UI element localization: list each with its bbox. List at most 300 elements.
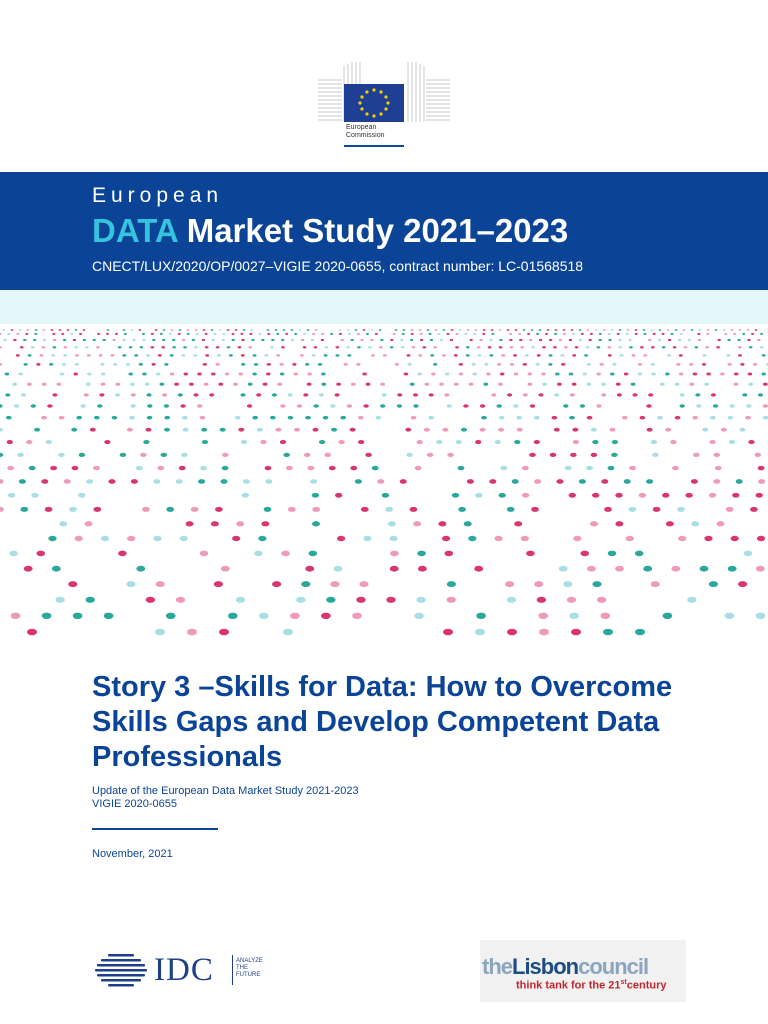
banner-subtitle: CNECT/LUX/2020/OP/0027–VIGIE 2020-0655, contract number: LC-01568518: [92, 258, 584, 274]
pattern-dot: [491, 333, 494, 335]
pattern-dot: [395, 363, 399, 366]
pattern-dot: [538, 613, 548, 619]
pattern-dot: [189, 383, 194, 386]
pattern-dot: [529, 453, 536, 457]
pattern-dot: [130, 404, 135, 408]
pattern-dot: [231, 339, 234, 341]
pattern-dot: [266, 373, 271, 376]
pattern-dot: [303, 393, 308, 396]
pattern-dot: [590, 333, 593, 335]
pattern-dot: [283, 629, 293, 636]
pattern-dot: [84, 393, 89, 396]
pattern-dot: [291, 339, 294, 341]
pattern-dot: [723, 329, 726, 331]
pattern-dot: [115, 393, 120, 396]
pattern-dot: [330, 404, 335, 408]
pattern-dot: [483, 329, 486, 331]
pattern-dot: [34, 428, 40, 432]
pattern-dot: [507, 329, 510, 331]
pattern-dot: [452, 493, 459, 498]
pattern-dot: [134, 354, 138, 357]
pattern-dot: [515, 329, 518, 331]
pattern-dot: [254, 363, 258, 366]
pattern-dot: [677, 507, 685, 512]
pattern-dot: [211, 373, 216, 376]
pattern-dot: [112, 416, 118, 420]
pattern-dot: [236, 597, 245, 603]
pattern-dot: [390, 566, 399, 572]
pattern-dot: [379, 346, 383, 348]
pattern-dot: [355, 329, 358, 331]
pattern-dot: [161, 453, 168, 457]
pattern-dot: [377, 479, 384, 484]
pattern-dot: [729, 440, 735, 444]
pattern-dot: [734, 373, 739, 376]
pattern-dot: [263, 383, 268, 386]
pattern-dot: [592, 581, 601, 587]
pattern-dot: [59, 521, 67, 526]
pattern-dot: [679, 354, 683, 357]
pattern-dot: [549, 339, 552, 341]
pattern-dot: [41, 416, 47, 420]
pattern-dot: [706, 373, 711, 376]
pattern-dot: [486, 373, 491, 376]
pattern-dot: [42, 346, 46, 348]
pattern-dot: [567, 597, 576, 603]
pattern-dot: [350, 466, 357, 470]
pattern-dot: [267, 333, 270, 335]
pattern-dot: [6, 416, 12, 420]
pattern-dot: [281, 339, 284, 341]
pattern-dot: [16, 333, 19, 335]
pattern-dot: [410, 383, 415, 386]
pattern-dot: [43, 329, 46, 331]
pattern-dot: [42, 613, 52, 619]
pattern-dot: [297, 404, 302, 408]
pattern-dot: [158, 354, 162, 357]
pattern-dot: [376, 416, 382, 420]
pattern-dot: [744, 551, 753, 557]
pattern-dot: [678, 339, 681, 341]
pattern-dot: [604, 507, 612, 512]
pattern-dot: [366, 333, 369, 335]
pattern-dot: [18, 373, 23, 376]
pattern-dot: [335, 393, 340, 396]
banner-pretitle: European: [92, 184, 224, 207]
pattern-dot: [755, 453, 762, 457]
pattern-dot: [265, 479, 272, 484]
pattern-dot: [63, 354, 67, 357]
pattern-dot: [538, 393, 543, 396]
pattern-dot: [294, 333, 297, 335]
pattern-dot: [742, 393, 747, 396]
pattern-dot: [755, 329, 758, 331]
pattern-dot: [366, 383, 371, 386]
pattern-dot: [531, 329, 534, 331]
pattern-dot: [136, 566, 145, 572]
pattern-dot: [307, 466, 314, 470]
pattern-dot: [236, 521, 244, 526]
pattern-dot: [725, 613, 735, 619]
pattern-dot: [597, 597, 606, 603]
pattern-dot: [628, 339, 631, 341]
pattern-dot: [615, 521, 623, 526]
pattern-dot: [294, 373, 299, 376]
pattern-dot: [466, 354, 470, 357]
pattern-dot: [122, 354, 126, 357]
pattern-dot: [160, 333, 163, 335]
pattern-dot: [280, 440, 286, 444]
pattern-dot: [333, 566, 342, 572]
pattern-dot: [5, 393, 10, 396]
pattern-dot: [169, 333, 172, 335]
pattern-dot: [179, 329, 182, 331]
pattern-dot: [187, 329, 190, 331]
pattern-dot: [648, 393, 653, 396]
pattern-dot: [39, 354, 43, 357]
pattern-dot: [573, 536, 581, 541]
pattern-dot: [187, 629, 197, 636]
pattern-dot: [592, 440, 598, 444]
idc-wordmark: IDC: [154, 952, 214, 988]
pattern-dot: [738, 354, 742, 357]
pattern-dot: [569, 373, 574, 376]
pattern-dot: [591, 453, 598, 457]
pattern-dot: [34, 333, 37, 335]
pattern-dot: [267, 363, 271, 366]
pattern-dot: [445, 551, 454, 557]
pattern-dot: [292, 363, 296, 366]
pattern-dot: [240, 333, 243, 335]
pattern-dot: [470, 339, 473, 341]
pattern-dot: [275, 329, 278, 331]
pattern-dot: [123, 329, 126, 331]
pattern-dot: [689, 363, 693, 366]
pattern-dot: [180, 536, 188, 541]
pattern-dot: [227, 329, 230, 331]
pattern-dot: [640, 346, 644, 348]
pattern-dot: [300, 354, 304, 357]
pattern-dot: [86, 479, 93, 484]
pattern-dot: [205, 346, 209, 348]
pattern-dot: [433, 346, 437, 348]
pattern-dot: [647, 428, 653, 432]
pattern-dot: [411, 416, 417, 420]
pattern-dot: [225, 373, 230, 376]
pattern-dot: [146, 428, 152, 432]
pattern-dot: [31, 493, 38, 498]
pattern-dot: [259, 613, 269, 619]
pattern-dot: [222, 333, 225, 335]
pattern-dot: [510, 346, 514, 348]
pattern-dot: [195, 329, 198, 331]
pattern-dot: [687, 597, 696, 603]
pattern-dot: [61, 333, 64, 335]
pattern-dot: [424, 383, 429, 386]
pattern-dot: [252, 416, 258, 420]
pattern-dot: [52, 566, 61, 572]
pattern-dot: [216, 346, 220, 348]
pattern-dot: [756, 566, 765, 572]
pattern-dot: [279, 363, 283, 366]
pattern-dot: [393, 333, 396, 335]
pattern-dot: [413, 404, 418, 408]
pattern-dot: [657, 416, 663, 420]
pattern-dot: [433, 363, 437, 366]
pattern-dot: [554, 393, 559, 396]
pattern-dot: [330, 581, 339, 587]
pattern-dot: [459, 373, 464, 376]
pattern-dot: [683, 329, 686, 331]
pattern-dot: [228, 613, 238, 619]
pattern-dot: [758, 466, 765, 470]
pattern-dot: [251, 339, 254, 341]
pattern-dot: [176, 597, 185, 603]
pattern-dot: [79, 333, 82, 335]
pattern-dot: [523, 329, 526, 331]
pattern-dot: [151, 333, 154, 335]
pattern-dot: [753, 363, 757, 366]
banner-title-highlight: DATA: [92, 212, 178, 249]
pattern-dot: [626, 536, 634, 541]
pattern-dot: [380, 339, 383, 341]
pattern-dot: [572, 383, 577, 386]
pattern-dot: [171, 329, 174, 331]
pattern-dot: [356, 363, 360, 366]
pattern-dot: [303, 333, 306, 335]
pattern-dot: [267, 329, 270, 331]
pattern-dot: [163, 329, 166, 331]
pattern-dot: [718, 339, 721, 341]
pattern-dot: [198, 479, 205, 484]
pattern-dot: [310, 479, 317, 484]
pattern-dot: [29, 466, 36, 470]
pattern-dot: [438, 521, 446, 526]
pattern-dot: [586, 346, 590, 348]
pattern-dot: [507, 393, 512, 396]
pattern-dot: [749, 346, 753, 348]
pattern-dot: [0, 363, 2, 366]
pattern-dot: [644, 333, 647, 335]
pattern-dot: [401, 346, 405, 348]
pattern-dot: [254, 551, 263, 557]
pattern-dot: [78, 493, 85, 498]
pattern-dot: [131, 329, 134, 331]
pattern-dot: [338, 440, 344, 444]
pattern-dot: [280, 373, 285, 376]
pattern-dot: [418, 354, 422, 357]
pattern-dot: [680, 404, 685, 408]
pattern-dot: [191, 507, 199, 512]
pattern-dot: [475, 440, 481, 444]
pattern-dot: [733, 333, 736, 335]
pattern-dot: [176, 479, 183, 484]
pattern-dot: [500, 466, 507, 470]
pattern-dot: [14, 404, 19, 408]
pattern-dot: [497, 404, 502, 408]
pattern-dot: [107, 329, 110, 331]
pattern-dot: [750, 507, 758, 512]
pattern-dot: [499, 416, 505, 420]
pattern-dot: [17, 453, 24, 457]
pattern-dot: [702, 363, 706, 366]
pattern-dot: [312, 507, 320, 512]
pattern-dot: [739, 329, 742, 331]
lisbon-the: the: [482, 954, 512, 979]
pattern-dot: [705, 346, 709, 348]
pattern-dot: [315, 329, 318, 331]
pattern-dot: [747, 329, 750, 331]
idc-tag-line1: ANALYZE: [236, 958, 263, 964]
pattern-dot: [709, 493, 716, 498]
pattern-dot: [115, 383, 120, 386]
pattern-dot: [572, 354, 576, 357]
pattern-dot: [19, 479, 26, 484]
pattern-dot: [348, 333, 351, 335]
pattern-dot: [651, 581, 660, 587]
pattern-dot: [356, 597, 365, 603]
pattern-dot: [616, 383, 621, 386]
pattern-dot: [131, 393, 136, 396]
pattern-dot: [120, 453, 127, 457]
banner-title: [92, 212, 568, 250]
pattern-dot: [81, 404, 86, 408]
lisbon-tagline: [516, 979, 667, 992]
pattern-dot: [555, 329, 558, 331]
pattern-dot: [665, 373, 670, 376]
pattern-dot: [676, 363, 680, 366]
pattern-dot: [484, 363, 488, 366]
pattern-dot: [288, 416, 294, 420]
pattern-dot: [335, 346, 339, 348]
pattern-dot: [180, 404, 185, 408]
pattern-dot: [559, 339, 562, 341]
pattern-dot: [27, 329, 30, 331]
pattern-dot: [635, 333, 638, 335]
pattern-dot: [724, 333, 727, 335]
pattern-dot: [147, 416, 153, 420]
pattern-dot: [525, 354, 529, 357]
update-info: [92, 785, 359, 811]
pattern-dot: [233, 383, 238, 386]
pattern-dot: [482, 333, 485, 335]
pattern-dot: [580, 404, 585, 408]
pattern-dot: [592, 493, 599, 498]
pattern-dot: [164, 404, 169, 408]
pattern-dot: [0, 346, 2, 348]
pattern-dot: [365, 453, 372, 457]
pattern-dot: [222, 339, 225, 341]
pattern-dot: [731, 329, 734, 331]
pattern-dot: [472, 373, 477, 376]
pattern-dot: [221, 566, 230, 572]
pattern-dot: [321, 333, 324, 335]
pattern-dot: [631, 354, 635, 357]
pattern-dot: [231, 333, 234, 335]
pattern-dot: [323, 416, 329, 420]
pattern-dot: [331, 428, 337, 432]
pattern-dot: [347, 404, 352, 408]
pattern-dot: [239, 373, 244, 376]
pattern-dot: [762, 354, 766, 357]
pattern-dot: [248, 383, 253, 386]
pattern-dot: [309, 551, 318, 557]
pattern-dot: [181, 453, 188, 457]
pattern-dot: [358, 416, 364, 420]
pattern-dot: [361, 507, 369, 512]
pattern-dot: [172, 339, 175, 341]
pattern-dot: [182, 339, 185, 341]
pattern-dot: [143, 440, 149, 444]
pattern-dot: [480, 404, 485, 408]
pattern-dot: [11, 613, 21, 619]
pattern-dot: [509, 339, 512, 341]
pattern-dot: [215, 363, 219, 366]
pattern-dot: [235, 416, 241, 420]
pattern-dot: [738, 346, 742, 348]
pattern-dot: [624, 479, 631, 484]
pattern-dot: [442, 354, 446, 357]
pattern-dot: [757, 536, 765, 541]
update-line1: Update of the European Data Market Study 2021-2023: [92, 785, 359, 797]
pattern-dot: [305, 566, 314, 572]
pattern-dot: [197, 404, 202, 408]
pattern-dot: [745, 416, 751, 420]
pattern-dot: [76, 416, 82, 420]
pattern-dot: [304, 453, 311, 457]
pattern-dot: [427, 329, 430, 331]
pattern-dot: [312, 354, 316, 357]
pattern-dot: [666, 521, 674, 526]
pattern-dot: [33, 339, 36, 341]
pattern-dot: [587, 566, 596, 572]
pattern-dot: [241, 354, 245, 357]
pattern-dot: [539, 339, 542, 341]
pattern-dot: [688, 339, 691, 341]
pattern-dot: [339, 329, 342, 331]
pattern-dot: [59, 329, 62, 331]
pattern-dot: [0, 404, 3, 408]
pattern-dot: [758, 479, 765, 484]
pattern-dot: [514, 373, 519, 376]
pattern-dot: [505, 581, 514, 587]
pattern-dot: [727, 339, 730, 341]
pattern-dot: [277, 383, 282, 386]
pattern-dot: [118, 346, 122, 348]
pattern-dot: [156, 373, 161, 376]
pattern-dot: [573, 440, 579, 444]
pattern-dot: [499, 329, 502, 331]
pattern-dot: [444, 393, 449, 396]
pattern-dot: [90, 428, 96, 432]
pattern-dot: [60, 373, 65, 376]
pattern-dot: [301, 339, 304, 341]
pattern-dot: [85, 521, 93, 526]
pattern-dot: [23, 363, 27, 366]
pattern-dot: [87, 373, 92, 376]
pattern-dot: [458, 466, 465, 470]
pattern-dot: [763, 404, 768, 408]
pattern-dot: [335, 493, 342, 498]
pattern-dot: [757, 339, 760, 341]
banner-title-rest: Market Study 2021–2023: [186, 212, 569, 249]
pattern-dot: [397, 404, 402, 408]
pattern-dot: [166, 507, 174, 512]
pattern-dot: [385, 507, 393, 512]
pattern-dot: [314, 404, 319, 408]
pattern-dot: [41, 479, 48, 484]
pattern-dot: [628, 507, 636, 512]
